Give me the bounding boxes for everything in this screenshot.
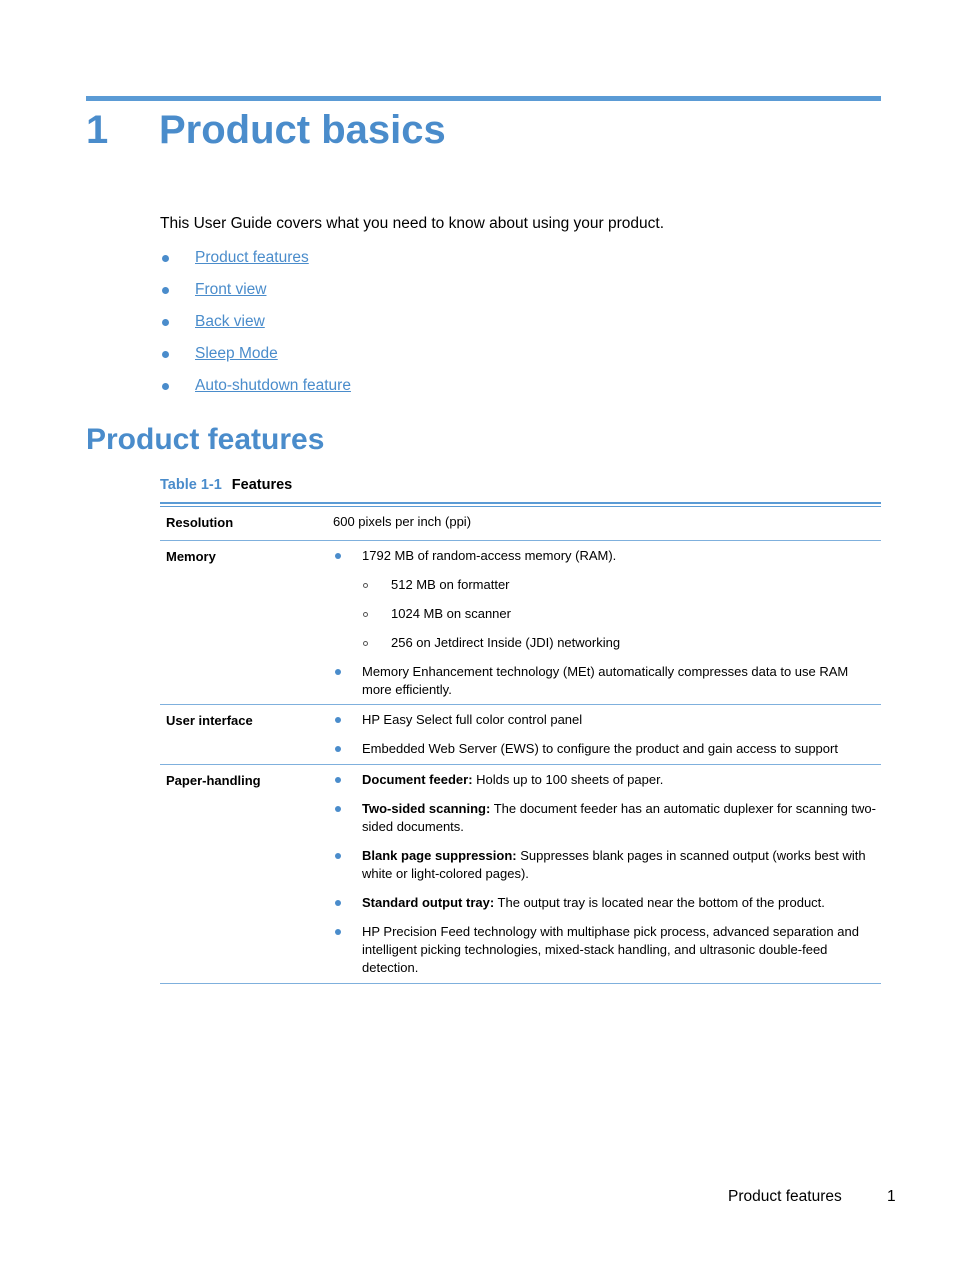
bullet-icon <box>162 351 169 358</box>
toc-link-front-view[interactable]: Front view <box>195 281 267 298</box>
sub-list-item: 512 MB on formatter <box>333 576 881 594</box>
chapter-rule <box>86 96 881 101</box>
table-caption-title: Features <box>231 477 293 493</box>
toc-link-auto-shutdown[interactable]: Auto-shutdown feature <box>195 377 351 394</box>
list-item <box>333 771 881 789</box>
intro-paragraph: This User Guide covers what you need to know about using your product. <box>160 215 665 232</box>
list-item: HP Precision Feed technology with multiphase pick process, advanced separation and intelligent picking technologies, mixed-stack handling, and ultrasonic double-feed detection. <box>333 923 881 977</box>
toc-link-sleep-mode[interactable]: Sleep Mode <box>195 345 278 362</box>
row-label: Paper-handling <box>166 773 261 788</box>
table-top-rule <box>160 502 881 504</box>
bullet-icon <box>162 287 169 294</box>
toc-item <box>160 343 351 375</box>
list-item <box>333 847 881 883</box>
table-row-resolution <box>160 507 881 541</box>
item-text: Suppresses blank pages in scanned output (works best with white or light-colored pages). <box>362 848 866 881</box>
list-item: Embedded Web Server (EWS) to configure the product and gain access to support <box>333 740 881 758</box>
list-item <box>333 800 881 836</box>
bullet-icon <box>162 383 169 390</box>
row-label: User interface <box>166 713 253 728</box>
toc-link-product-features[interactable]: Product features <box>195 249 309 266</box>
item-text: Holds up to 100 sheets of paper. <box>472 772 664 787</box>
row-value <box>333 705 881 764</box>
chapter-title <box>86 104 446 156</box>
table-row-user-interface <box>160 705 881 765</box>
list-item: Memory Enhancement technology (MEt) automatically compresses data to use RAM more efficiently. <box>333 663 881 699</box>
item-text: The document feeder has an automatic duplexer for scanning two-sided documents. <box>362 801 876 834</box>
list-item <box>333 894 881 912</box>
item-text: The output tray is located near the bottom of the product. <box>494 895 825 910</box>
bullet-icon <box>162 255 169 262</box>
row-value <box>333 541 881 704</box>
sub-list-item: 1024 MB on scanner <box>333 605 881 623</box>
table-caption-number: Table 1-1 <box>160 477 222 493</box>
footer-section-name: Product features <box>728 1188 842 1205</box>
memory-list <box>333 547 881 699</box>
item-term: Blank page suppression: <box>362 848 517 863</box>
toc-link-back-view[interactable]: Back view <box>195 313 265 330</box>
item-term: Two-sided scanning: <box>362 801 491 816</box>
features-table <box>160 502 881 984</box>
footer-page-number: 1 <box>887 1188 896 1205</box>
chapter-number: 1 <box>86 108 109 152</box>
toc-item <box>160 279 351 311</box>
bullet-icon <box>162 319 169 326</box>
toc-item <box>160 311 351 343</box>
chapter-toc <box>160 247 351 407</box>
toc-item <box>160 247 351 279</box>
row-value: 600 pixels per inch (ppi) <box>333 514 472 529</box>
item-term: Standard output tray: <box>362 895 495 910</box>
table-row-memory <box>160 541 881 705</box>
item-term: Document feeder: <box>362 772 473 787</box>
section-title: Product features <box>86 423 325 456</box>
row-label: Memory <box>166 549 216 564</box>
toc-item <box>160 375 351 407</box>
list-item: 1792 MB of random-access memory (RAM). <box>333 547 881 565</box>
table-row-paper-handling <box>160 765 881 984</box>
row-label: Resolution <box>166 515 234 530</box>
sub-list-item: 256 on Jetdirect Inside (JDI) networking <box>333 634 881 652</box>
paper-handling-list <box>333 771 881 977</box>
list-item: HP Easy Select full color control panel <box>333 711 881 729</box>
user-interface-list <box>333 711 881 758</box>
chapter-title-text: Product basics <box>159 108 446 152</box>
row-value <box>333 765 881 983</box>
table-caption <box>160 477 292 493</box>
